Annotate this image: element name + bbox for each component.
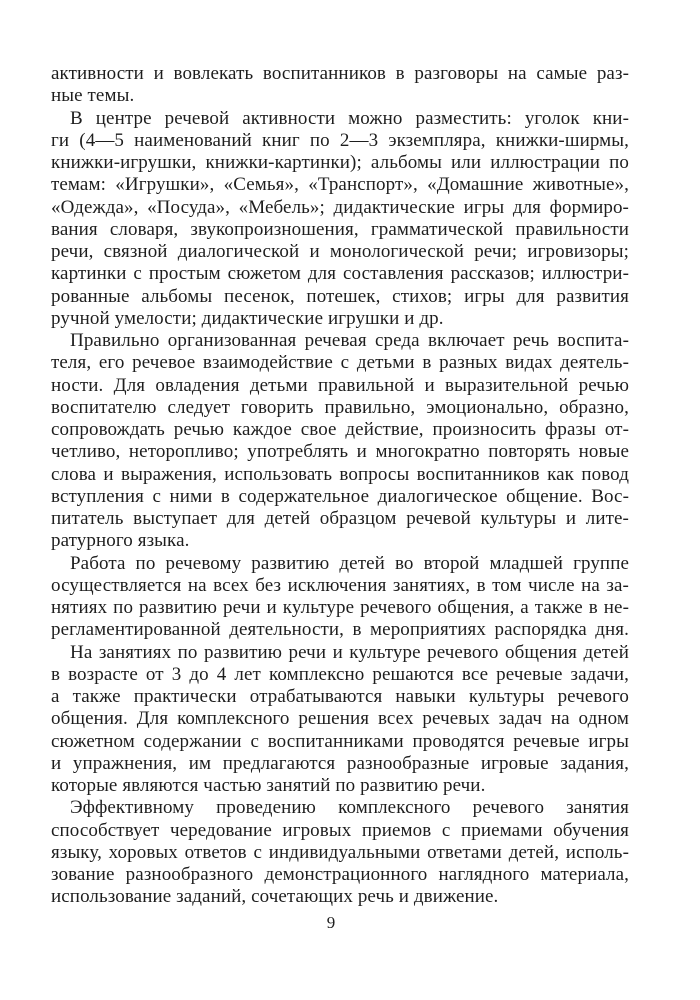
text-line: сопровождать речью каждое свое действие, произносить фразы от- [51, 419, 629, 440]
text-line: В центре речевой активности можно разместить: уголок кни- [70, 107, 629, 129]
paragraph [51, 63, 629, 108]
text-line: теля, его речевое взаимодействие с детьми в разных видах деятель- [51, 352, 629, 374]
text-line: ратурного языка. [51, 530, 190, 552]
text-line: нятиях по развитию речи и культуре речевого общения, а также в не- [51, 597, 629, 618]
text-line: использование заданий, сочетающих речь и движение. [51, 886, 499, 908]
text-line: слова и выражения, использовать вопросы воспитанников как повод [51, 463, 629, 485]
text-line: На занятиях по развитию речи и культуре речевого общения детей [70, 641, 629, 663]
text-line: в возрасте от 3 до 4 лет комплексно решаются все речевые задачи, [51, 663, 629, 685]
text-line: вступления с ними в содержательное диалогическое общение. Вос- [51, 485, 629, 507]
text-line: зование разнообразного демонстрационного наглядного материала, [51, 864, 629, 885]
text-line: «Одежда», «Посуда», «Мебель»; дидактические игры для формиро- [51, 196, 629, 218]
text-line: Правильно организованная речевая среда включает речь воспита- [70, 330, 629, 351]
page-text [51, 63, 629, 909]
text-line: рованные альбомы песенок, потешек, стихов; игры для развития [51, 285, 629, 307]
text-line: ручной умелости; дидактические игрушки и др. [51, 307, 444, 329]
text-line: способствует чередование игровых приемов с приемами обучения [51, 819, 629, 841]
text-line: активности и вовлекать воспитанников в разговоры на самые раз- [51, 63, 629, 84]
text-line: осуществляется на всех без исключения занятиях, в том числе на за- [51, 574, 629, 596]
paragraph [51, 797, 629, 908]
text-line: регламентированной деятельности, в мероприятиях распорядка дня. [51, 619, 629, 641]
text-line: речи, связной диалогической и монологической речи; игровизоры; [51, 241, 629, 262]
text-line: книжки-игрушки, книжки-картинки); альбомы или иллюстрации по [51, 152, 629, 173]
text-line: ги (4—5 наименований книг по 2—3 экземпляра, книжки-ширмы, [51, 129, 629, 151]
paragraph [51, 642, 629, 798]
text-line: общения. Для комплексного решения всех речевых задач на одном [51, 708, 629, 730]
text-line: а также практически отрабатываются навыки культуры речевого [51, 686, 629, 707]
text-line: Эффективному проведению комплексного речевого занятия [70, 797, 629, 819]
paragraph [51, 330, 629, 553]
text-line: сюжетном содержании с воспитанниками проводятся речевые игры [51, 730, 629, 752]
text-line: вания словаря, звукопроизношения, грамматической правильности [51, 218, 629, 240]
text-line: питатель выступает для детей образцом речевой культуры и лите- [51, 508, 629, 529]
page-number: 9 [326, 913, 336, 932]
text-line: четливо, неторопливо; употреблять и многократно повторять новые [51, 441, 629, 463]
text-line: и упражнения, им предлагаются разнообразные игровые задания, [51, 752, 629, 774]
text-line: темам: «Игрушки», «Семья», «Транспорт», «Домашние животные», [51, 174, 629, 196]
paragraph [51, 553, 629, 642]
text-line: которые являются частью занятий по развитию речи. [51, 775, 486, 796]
paragraph [51, 108, 629, 331]
text-line: Работа по речевому развитию детей во второй младшей группе [70, 552, 629, 574]
text-line: языку, хоровых ответов с индивидуальными ответами детей, исполь- [51, 841, 629, 863]
text-line: ности. Для овладения детьми правильной и выразительной речью [51, 374, 629, 396]
text-line: картинки с простым сюжетом для составления рассказов; иллюстри- [51, 263, 629, 285]
text-line: воспитателю следует говорить правильно, эмоционально, образно, [51, 396, 629, 418]
text-line: ные темы. [51, 85, 135, 107]
